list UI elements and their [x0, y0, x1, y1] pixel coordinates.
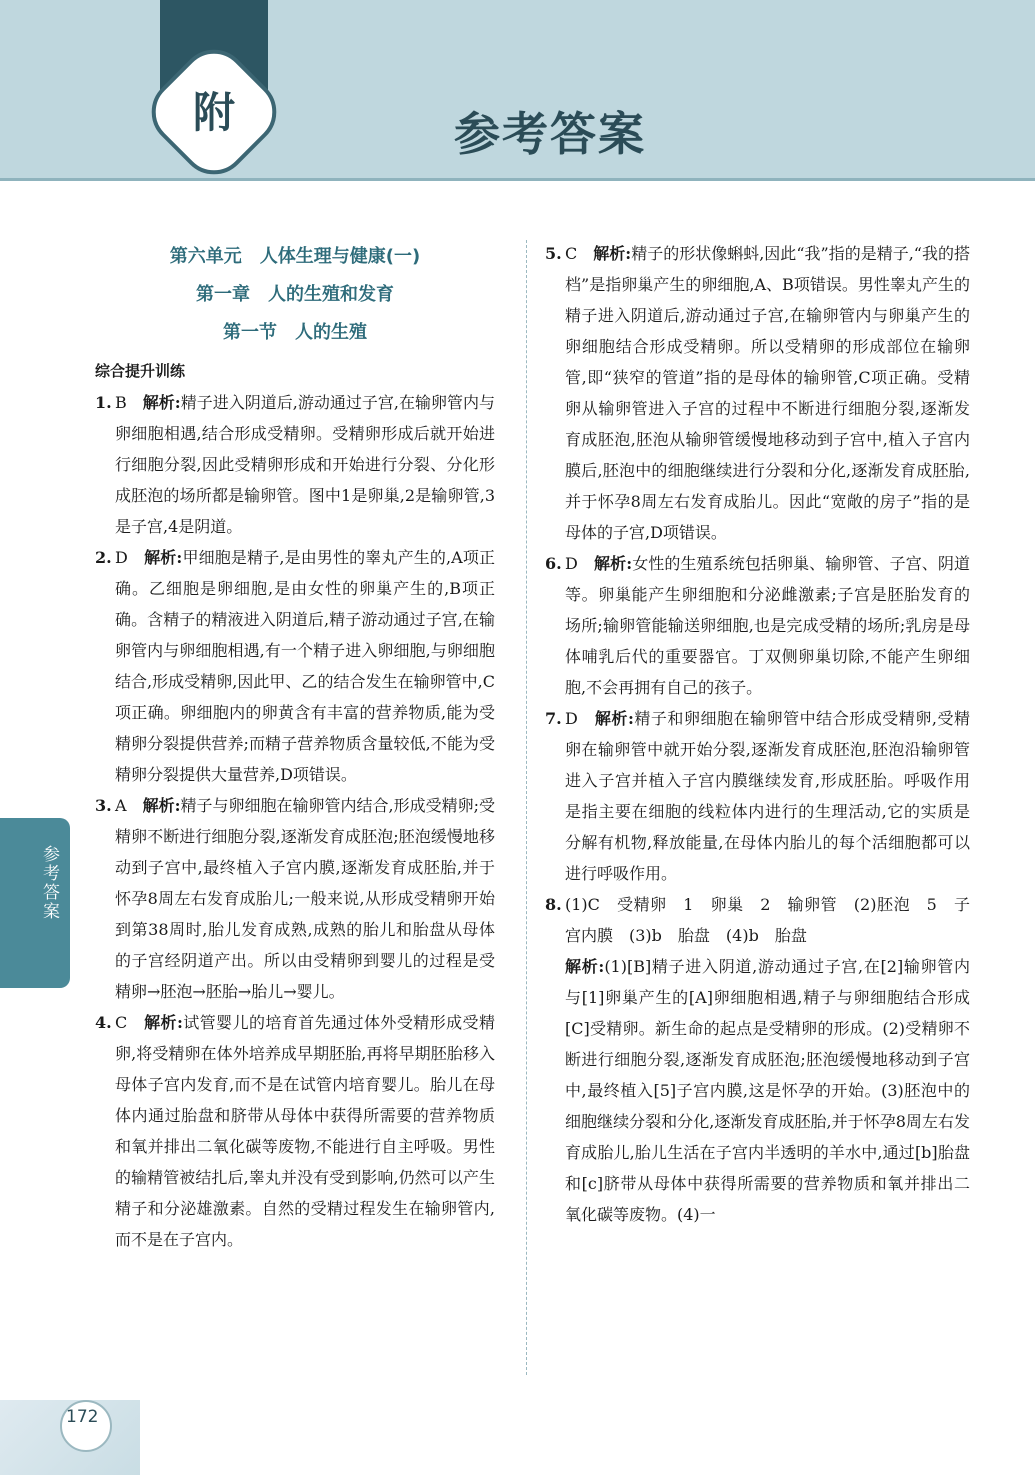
subsection-title: 综合提升训练: [95, 362, 186, 380]
analysis-text: 甲细胞是精子,是由男性的睾丸产生的,A项正确。乙细胞是卵细胞,是由女性的卵巢产生的,B项正确。含精子的精液进入阴道后,精子游动通过子宫,在输卵管内与卵细胞相遇,有一个精子进入卵细胞,与卵细胞结合,形成受精卵,因此甲、乙的结合发生在输卵管中,C项正确。卵细胞内的卵黄含有丰富的营养物质,能为受精卵分裂提供营养;而精子营养物质含量较低,不能为受精卵分裂提供大量营养,D项错误。: [115, 548, 495, 784]
answer-item: [95, 542, 495, 790]
item-number: 2.: [95, 548, 112, 567]
item-answer: D: [115, 548, 128, 567]
right-column: [545, 238, 970, 1230]
answer-item: [545, 889, 970, 1230]
item-answer: C: [115, 1013, 128, 1032]
answer-item: [545, 238, 970, 548]
item-answer: (1)C 受精卵 1 卵巢 2 输卵管 (2)胚泡 5 子宫内膜 (3)b 胎盘 (4)b 胎盘: [565, 895, 970, 945]
answer-item: [545, 548, 970, 703]
analysis-label: 解析:: [144, 548, 183, 567]
side-tab-label: 参考答案: [39, 845, 59, 921]
left-column: [95, 238, 495, 1255]
unit-title: 第六单元 人体生理与健康(一): [169, 246, 421, 267]
item-answer: D: [565, 709, 578, 728]
analysis-text: 精子和卵细胞在输卵管中结合形成受精卵,受精卵在输卵管中就开始分裂,逐渐发育成胚泡,胚泡沿输卵管进入子宫并植入子宫内膜继续发育,形成胚胎。呼吸作用是指主要在细胞的线粒体内进行的生理活动,它的实质是分解有机物,释放能量,在母体内胎儿的每个活细胞都可以进行呼吸作用。: [565, 709, 970, 883]
item-number: 7.: [545, 709, 562, 728]
item-number: 6.: [545, 554, 562, 573]
item-number: 8.: [545, 895, 562, 914]
section-title: 第一节 人的生殖: [223, 322, 367, 343]
analysis-text: (1)[B]精子进入阴道,游动通过子宫,在[2]输卵管内与[1]卵巢产生的[A]卵细胞相遇,精子与卵细胞结合形成[C]受精卵。新生命的起点是受精卵的形成。(2)受精卵不断进行细胞分裂,逐渐发育成胚泡;胚泡缓慢地移动到子宫中,最终植入[5]子宫内膜,这是怀孕的开始。(3)胚泡中的细胞继续分裂和分化,逐渐发育成胚胎,并于怀孕8周左右发育成胎儿,胎儿生活在子宫内半透明的羊水中,通过[b]胎盘和[c]脐带从母体中获得所需要的营养物质和氧并排出二氧化碳等废物。(4)一: [565, 957, 970, 1224]
analysis-label: 解析:: [142, 796, 181, 815]
item-number: 1.: [95, 393, 112, 412]
analysis-label: 解析:: [142, 393, 181, 412]
item-answer: C: [565, 244, 578, 263]
answer-item: [545, 703, 970, 889]
analysis-label: 解析:: [593, 244, 632, 263]
analysis-text: 试管婴儿的培育首先通过体外受精形成受精卵,将受精卵在体外培养成早期胚胎,再将早期胚胎移入母体子宫内发育,而不是在试管内培育婴儿。胎儿在母体内通过胎盘和脐带从母体中获得所需要的营养物质和氧并排出二氧化碳等废物,不能进行自主呼吸。男性的输精管被结扎后,睾丸并没有受到影响,仍然可以产生精子和分泌雄激素。自然的受精过程发生在输卵管内,而不是在子宫内。: [115, 1013, 495, 1249]
item-number: 3.: [95, 796, 112, 815]
appendix-badge-text: 附: [192, 88, 235, 137]
analysis-label: 解析:: [565, 957, 605, 976]
page-number: 172: [66, 1407, 99, 1427]
answer-item: [95, 790, 495, 1007]
page-title: 参考答案: [454, 107, 646, 161]
item-number: 5.: [545, 244, 562, 263]
analysis-text: 精子的形状像蝌蚪,因此“我”指的是精子,“我的搭档”是指卵巢产生的卵细胞,A、B项错误。男性睾丸产生的精子进入阴道后,游动通过子宫,在输卵管内与卵巢产生的卵细胞结合形成受精卵。所以受精卵的形成部位在输卵管,即“狭窄的管道”指的是母体的输卵管,C项正确。受精卵从输卵管进入子宫的过程中不断进行细胞分裂,逐渐发育成胚泡,胚泡从输卵管缓慢地移动到子宫中,植入子宫内膜后,胚泡中的细胞继续进行分裂和分化,逐渐发育成胚胎,并于怀孕8周左右发育成胎儿。因此“宽敞的房子”指的是母体的子宫,D项错误。: [565, 244, 970, 542]
chapter-title: 第一章 人的生殖和发育: [196, 284, 394, 305]
column-divider: [526, 240, 527, 1375]
analysis-label: 解析:: [594, 554, 633, 573]
item-answer: B: [115, 393, 127, 412]
answer-item: [95, 387, 495, 542]
header-divider: [0, 178, 1035, 181]
item-answer: D: [565, 554, 578, 573]
item-number: 4.: [95, 1013, 112, 1032]
answer-item: [95, 1007, 495, 1255]
item-answer: A: [115, 796, 127, 815]
analysis-label: 解析:: [144, 1013, 183, 1032]
analysis-text: 精子进入阴道后,游动通过子宫,在输卵管内与卵细胞相遇,结合形成受精卵。受精卵形成后就开始进行细胞分裂,因此受精卵形成和开始进行分裂、分化形成胚泡的场所都是输卵管。图中1是卵巢,2是输卵管,3是子宫,4是阴道。: [115, 393, 495, 536]
analysis-text: 精子与卵细胞在输卵管内结合,形成受精卵;受精卵不断进行细胞分裂,逐渐发育成胚泡;胚泡缓慢地移动到子宫中,最终植入子宫内膜,逐渐发育成胚胎,并于怀孕8周左右发育成胎儿;一般来说,从形成受精卵开始到第38周时,胎儿发育成熟,成熟的胎儿和胎盘从母体的子宫经阴道产出。所以由受精卵到婴儿的过程是受精卵→胚泡→胚胎→胎儿→婴儿。: [115, 796, 495, 1001]
analysis-text: 女性的生殖系统包括卵巢、输卵管、子宫、阴道等。卵巢能产生卵细胞和分泌雌激素;子宫是胚胎发育的场所;输卵管能输送卵细胞,也是完成受精的场所;乳房是母体哺乳后代的重要器官。丁双侧卵巢切除,不能产生卵细胞,不会再拥有自己的孩子。: [565, 554, 970, 697]
analysis-label: 解析:: [594, 709, 634, 728]
